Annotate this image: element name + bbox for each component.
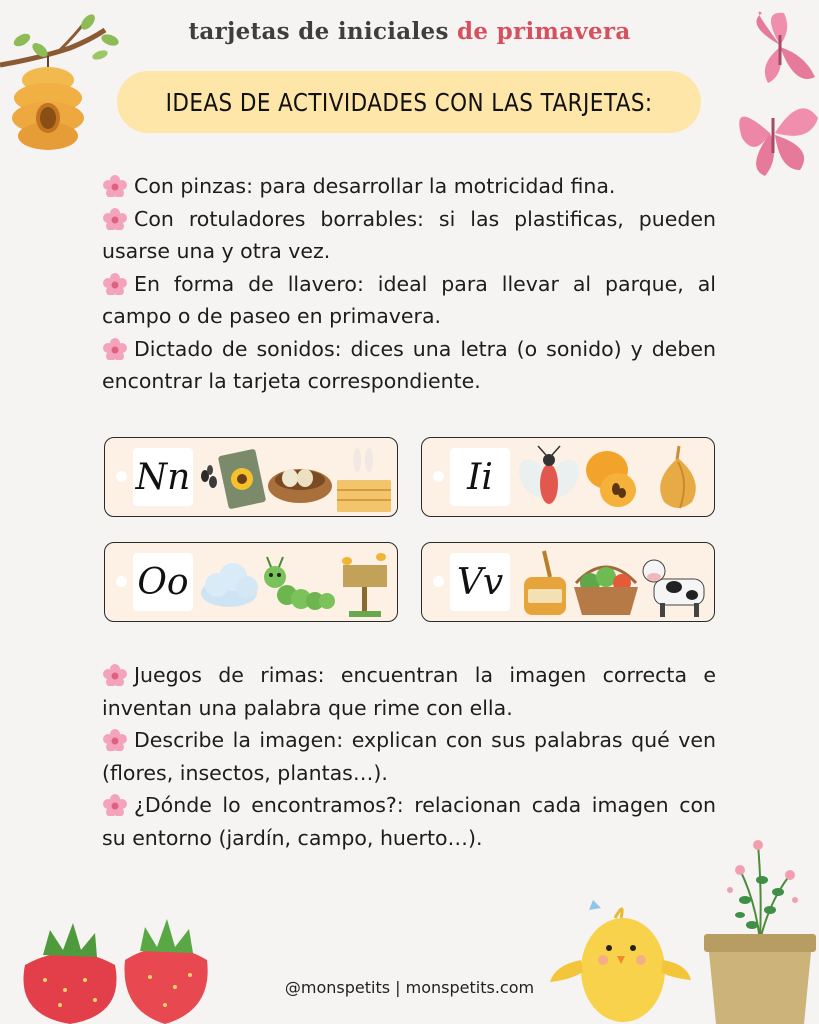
card-letters: Ii xyxy=(450,448,510,506)
flower-icon xyxy=(102,338,128,360)
letter-card-i xyxy=(421,437,715,517)
title-accent-text: de primavera xyxy=(457,18,631,45)
loquat-icon xyxy=(586,451,636,507)
list-item-text: Dictado de sonidos: dices una letra (o sonido) y deben encontrar la tarjeta correspondiente. xyxy=(102,336,716,393)
beehive-sign-icon xyxy=(342,553,387,617)
flower-icon xyxy=(102,729,128,751)
card-hole xyxy=(433,576,444,587)
list-item-text: Describe la imagen: explican con sus palabras qué ven (flores, insectos, plantas…). xyxy=(102,728,716,785)
card-letters: Nn xyxy=(133,448,193,506)
title-text: tarjetas de iniciales xyxy=(188,18,458,45)
honey-jar-icon xyxy=(524,551,566,615)
insect-icon xyxy=(514,446,585,504)
onion-icon xyxy=(660,446,696,508)
section-banner xyxy=(117,71,701,133)
caterpillar-icon xyxy=(264,557,335,610)
activity-list-bottom xyxy=(102,659,716,854)
banner-text: IDEAS DE ACTIVIDADES CON LAS TARJETAS: xyxy=(165,87,653,117)
list-item xyxy=(102,724,716,789)
list-item xyxy=(102,333,716,398)
card-hole xyxy=(116,471,127,482)
card-letters: Oo xyxy=(133,553,193,611)
list-item-text: En forma de llavero: ideal para llevar al parque, al campo o de paseo en primavera. xyxy=(102,271,716,328)
list-item-text: ¿Dónde lo encontramos?: relacionan cada imagen con su entorno (jardín, campo, huerto…). xyxy=(102,793,716,850)
flower-icon xyxy=(102,273,128,295)
bunny-crate-icon xyxy=(337,448,391,512)
letter-card-o xyxy=(104,542,398,622)
sunflower-seed-packet-icon xyxy=(218,449,266,510)
seeds-icon xyxy=(201,465,217,488)
card-hole xyxy=(433,471,444,482)
list-item xyxy=(102,659,716,724)
card-letters: Vv xyxy=(450,553,510,611)
activity-list-top xyxy=(102,170,716,398)
list-item-text: Con pinzas: para desarrollar la motricidad fina. xyxy=(134,174,616,198)
letter-card-v xyxy=(421,542,715,622)
vegetable-basket-icon xyxy=(574,567,638,615)
flower-icon xyxy=(102,794,128,816)
list-item-text: Juegos de rimas: encuentran la imagen correcta e inventan una palabra que rime con ella. xyxy=(102,663,716,720)
nest-icon xyxy=(268,469,332,503)
chick-icon xyxy=(545,890,695,1024)
page-title xyxy=(0,18,819,45)
butterfly-icon xyxy=(730,88,819,178)
cloud-icon xyxy=(201,563,258,607)
list-item xyxy=(102,789,716,854)
cow-icon xyxy=(643,560,704,617)
strawberry-icon xyxy=(15,905,215,1024)
list-item xyxy=(102,268,716,333)
list-item-text: Con rotuladores borrables: si las plastificas, pueden usarse una y otra vez. xyxy=(102,206,716,263)
flower-icon xyxy=(102,175,128,197)
flower-icon xyxy=(102,208,128,230)
flower-icon xyxy=(102,664,128,686)
card-hole xyxy=(116,576,127,587)
list-item xyxy=(102,170,716,203)
list-item xyxy=(102,203,716,268)
footer-credit: @monspetits | monspetits.com xyxy=(284,978,535,997)
letter-card-n xyxy=(104,437,398,517)
